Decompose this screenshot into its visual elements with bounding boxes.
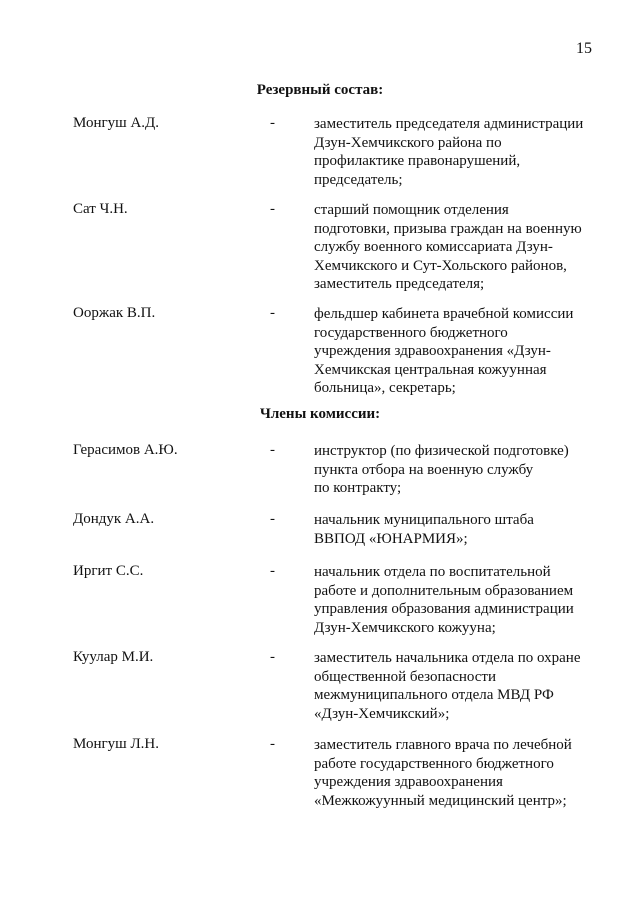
position-description [314, 305, 589, 398]
person-name: Иргит С.С. [73, 563, 144, 579]
description-line: государственного бюджетного [314, 324, 508, 341]
dash: - [270, 115, 275, 131]
members-heading: Члены комиссии: [259, 406, 381, 422]
description-line: заместитель главного врача по лечебной [314, 737, 572, 753]
page-number: 15 [576, 40, 592, 57]
description-line: председатель; [314, 171, 403, 188]
position-description [314, 511, 589, 548]
description-line: пункта отбора на военную службу [314, 461, 534, 478]
person-name: Монгуш А.Д. [73, 115, 160, 131]
description-line: работе государственного бюджетного [314, 755, 554, 772]
description-line: учреждения здравоохранения «Дзун- [314, 343, 551, 359]
description-line: учреждения здравоохранения [314, 774, 503, 790]
description-line: Хемчикская центральная кожуунная [314, 361, 547, 378]
description-line: «Дзун-Хемчикский»; [314, 705, 450, 722]
description-line: межмуниципального отдела МВД РФ [314, 687, 554, 703]
person-name: Монгуш Л.Н. [73, 736, 159, 752]
position-description [314, 736, 589, 810]
person-name: Дондук А.А. [73, 511, 155, 527]
dash: - [270, 442, 275, 458]
person-name: Куулар М.И. [73, 649, 154, 665]
position-description [314, 201, 589, 294]
reserve-heading: Резервный состав: [256, 82, 384, 98]
position-description [314, 649, 589, 723]
person-name: Герасимов А.Ю. [73, 442, 178, 458]
description-line: заместитель председателя; [314, 276, 485, 292]
description-line: заместитель начальника отдела по охране [314, 650, 581, 666]
description-line: Хемчикского и Сут-Хольского районов, [314, 257, 567, 274]
person-name: Ооржак В.П. [73, 305, 156, 321]
person-name: Сат Ч.Н. [73, 201, 128, 217]
position-description [314, 115, 589, 189]
description-line: заместитель председателя администрации [314, 116, 584, 132]
dash: - [270, 201, 275, 217]
position-description [314, 563, 589, 637]
description-line: ВВПОД «ЮНАРМИЯ»; [314, 530, 468, 547]
dash: - [270, 736, 275, 752]
description-line: по контракту; [314, 480, 402, 496]
dash: - [270, 305, 275, 321]
description-line: общественной безопасности [314, 668, 497, 685]
description-line: работе и дополнительным образованием [314, 582, 574, 599]
description-line: Дзун-Хемчикского кожууна; [314, 619, 496, 636]
dash: - [270, 649, 275, 665]
description-line: начальник отдела по воспитательной [314, 564, 551, 580]
description-line: фельдшер кабинета врачебной комиссии [314, 306, 574, 322]
description-line: службу военного комиссариата Дзун- [314, 239, 553, 255]
description-line: больница», секретарь; [314, 380, 456, 396]
description-line: профилактике правонарушений, [314, 153, 521, 169]
description-line: подготовки, призыва граждан на военную [314, 220, 582, 237]
dash: - [270, 563, 275, 579]
description-line: начальник муниципального штаба [314, 512, 534, 528]
position-description [314, 442, 589, 498]
description-line: «Межкожуунный медицинский центр»; [314, 792, 567, 809]
description-line: инструктор (по физической подготовке) [314, 443, 569, 459]
description-line: Дзун-Хемчикского района по [314, 134, 502, 151]
dash: - [270, 511, 275, 527]
description-line: управления образования администрации [314, 601, 574, 617]
description-line: старший помощник отделения [314, 202, 509, 218]
